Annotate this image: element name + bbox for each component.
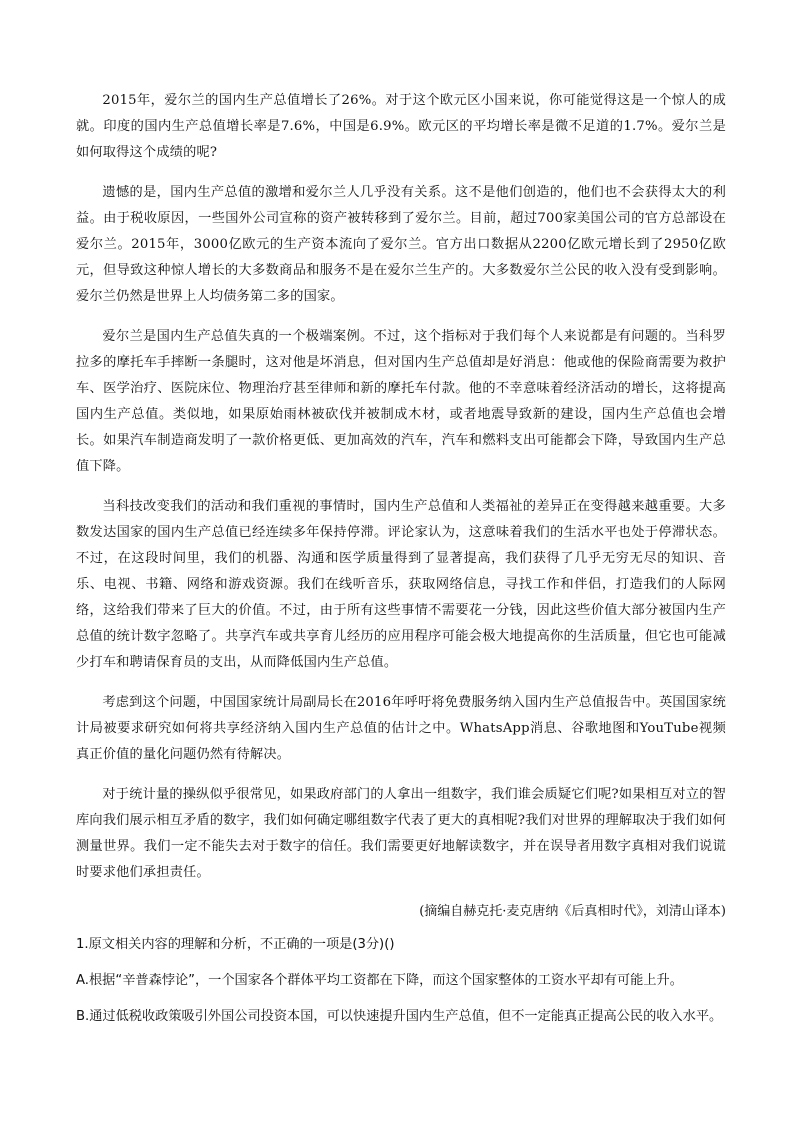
article-paragraph-5: 考虑到这个问题，中国国家统计局副局长在2016年呼吁将免费服务纳入国内生产总值报告中。英国国家统计局被要求研究如何将共享经济纳入国内生产总值的估计之中。WhatsApp消息、谷歌地图和YouTube视频真正价值的量化问题仍然有待解决。 <box>76 695 726 762</box>
article-paragraph-2: 遗憾的是，国内生产总值的激增和爱尔兰人几乎没有关系。这不是他们创造的，他们也不会获得太大的利益。由于税收原因，一些国外公司宣称的资产被转移到了爱尔兰。目前，超过700家美国公司的官方总部设在爱尔兰。2015年，3000亿欧元的生产资本流向了爱尔兰。官方出口数据从2200亿欧元增长到了2950亿欧元，但导致这种惊人增长的大多数商品和服务不是在爱尔兰生产的。大多数爱尔兰公民的收入没有受到影响。爱尔兰仍然是世界上人均债务第二多的国家。 <box>76 185 726 304</box>
article-source-citation: (摘编自赫克托·麦克唐纳《后真相时代》，刘清山译本) <box>419 904 726 919</box>
question-option-a: A.根据“辛普森悖论”，一个国家各个群体平均工资都在下降，而这个国家整体的工资水平却有可能上升。 <box>76 973 683 988</box>
article-paragraph-4: 当科技改变我们的活动和我们重视的事情时，国内生产总值和人类福祉的差异正在变得越来越重要。大多数发达国家的国内生产总值已经连续多年保持停滞。评论家认为，这意味着我们的生活水平也处于停滞状态。不过，在这段时间里，我们的机器、沟通和医学质量得到了显著提高，我们获得了几乎无穷无尽的知识、音乐、电视、书籍、网络和游戏资源。我们在线听音乐，获取网络信息，寻找工作和伴侣，打造我们的人际网络，这给我们带来了巨大的价值。不过，由于所有这些事情不需要花一分钱，因此这些价值大部分被国内生产总值的统计数字忽略了。共享汽车或共享育儿经历的应用程序可能会极大地提高你的生活质量，但它也可能减少打车和聘请保育员的支出，从而降低国内生产总值。 <box>76 499 726 670</box>
article-paragraph-6: 对于统计量的操纵似乎很常见，如果政府部门的人拿出一组数字，我们谁会质疑它们呢?如果相互对立的智库向我们展示相互矛盾的数字，我们如何确定哪组数字代表了更大的真相呢?我们对世界的理解取决于我们如何测量世界。我们一定不能失去对于数字的信任。我们需要更好地解读数字，并在误导者用数字真相对我们说谎时要求他们承担责任。 <box>76 787 726 880</box>
question-stem: 1.原文相关内容的理解和分析，不正确的一项是(3分)() <box>76 937 395 952</box>
question-option-b: B.通过低税收政策吸引外国公司投资本国，可以快速提升国内生产总值，但不一定能真正提高公民的收入水平。 <box>76 1009 723 1024</box>
article-paragraph-3: 爱尔兰是国内生产总值失真的一个极端案例。不过，这个指标对于我们每个人来说都是有问题的。当科罗拉多的摩托车手摔断一条腿时，这对他是坏消息，但对国内生产总值却是好消息：他或他的保险商需要为救护车、医学治疗、医院床位、物理治疗甚至律师和新的摩托车付款。他的不幸意味着经济活动的增长，这将提高国内生产总值。类似地，如果原始雨林被砍伐并被制成木材，或者地震导致新的建设，国内生产总值也会增长。如果汽车制造商发明了一款价格更低、更加高效的汽车，汽车和燃料支出可能都会下降，导致国内生产总值下降。 <box>76 329 726 474</box>
article-paragraph-1: 2015年，爱尔兰的国内生产总值增长了26%。对于这个欧元区小国来说，你可能觉得这是一个惊人的成就。印度的国内生产总值增长率是7.6%，中国是6.9%。欧元区的平均增长率是微不足道的1.7%。爱尔兰是如何取得这个成绩的呢? <box>76 93 726 160</box>
